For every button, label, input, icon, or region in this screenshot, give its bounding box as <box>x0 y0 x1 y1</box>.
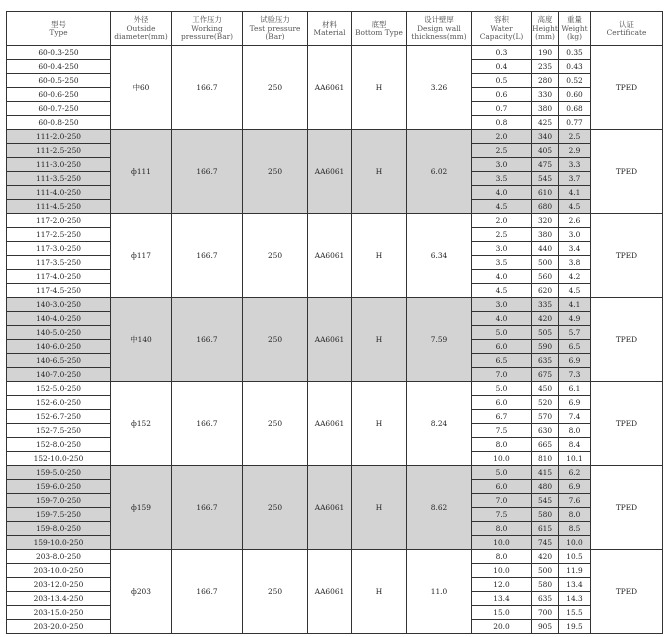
weight-cell: 6.1 <box>559 382 591 396</box>
weight-cell: 0.43 <box>559 60 591 74</box>
height-cell: 380 <box>532 228 559 242</box>
height-cell: 580 <box>532 508 559 522</box>
material-cell: AA6061 <box>308 382 352 466</box>
capacity-cell: 5.0 <box>472 326 532 340</box>
diameter-cell: ф117 <box>111 214 172 298</box>
type-cell: 117-2.5-250 <box>7 228 111 242</box>
type-cell: 117-3.5-250 <box>7 256 111 270</box>
weight-cell: 2.6 <box>559 214 591 228</box>
wall-thickness-cell: 6.02 <box>407 130 472 214</box>
type-cell: 140-7.0-250 <box>7 368 111 382</box>
capacity-cell: 2.5 <box>472 144 532 158</box>
certificate-cell: TPED <box>591 466 663 550</box>
weight-cell: 10.1 <box>559 452 591 466</box>
weight-cell: 6.5 <box>559 340 591 354</box>
weight-cell: 11.9 <box>559 564 591 578</box>
weight-cell: 15.5 <box>559 606 591 620</box>
height-cell: 190 <box>532 46 559 60</box>
height-cell: 620 <box>532 284 559 298</box>
height-cell: 335 <box>532 298 559 312</box>
weight-cell: 6.9 <box>559 396 591 410</box>
type-cell: 159-10.0-250 <box>7 536 111 550</box>
type-cell: 140-4.0-250 <box>7 312 111 326</box>
type-cell: 111-3.0-250 <box>7 158 111 172</box>
type-cell: 159-5.0-250 <box>7 466 111 480</box>
table-row <box>7 46 663 60</box>
test-pressure-cell: 250 <box>243 382 308 466</box>
certificate-cell: TPED <box>591 550 663 634</box>
type-cell: 152-6.0-250 <box>7 396 111 410</box>
table-row <box>7 298 663 312</box>
height-cell: 480 <box>532 480 559 494</box>
type-cell: 152-6.7-250 <box>7 410 111 424</box>
weight-cell: 2.5 <box>559 130 591 144</box>
weight-cell: 10.5 <box>559 550 591 564</box>
diameter-cell: 中60 <box>111 46 172 130</box>
capacity-cell: 4.0 <box>472 186 532 200</box>
header-wall-thickness: 设计壁厚 Design wall thickness(mm) <box>407 12 472 46</box>
capacity-cell: 10.0 <box>472 452 532 466</box>
capacity-cell: 20.0 <box>472 620 532 634</box>
material-cell: AA6061 <box>308 130 352 214</box>
height-cell: 420 <box>532 550 559 564</box>
capacity-cell: 3.0 <box>472 298 532 312</box>
wall-thickness-cell: 8.24 <box>407 382 472 466</box>
header-certificate: 认证 Certificate <box>591 12 663 46</box>
type-cell: 203-15.0-250 <box>7 606 111 620</box>
height-cell: 580 <box>532 578 559 592</box>
type-cell: 159-6.0-250 <box>7 480 111 494</box>
weight-cell: 2.9 <box>559 144 591 158</box>
capacity-cell: 7.5 <box>472 424 532 438</box>
weight-cell: 3.7 <box>559 172 591 186</box>
capacity-cell: 3.5 <box>472 172 532 186</box>
capacity-cell: 7.0 <box>472 368 532 382</box>
capacity-cell: 13.4 <box>472 592 532 606</box>
height-cell: 635 <box>532 592 559 606</box>
capacity-cell: 0.3 <box>472 46 532 60</box>
header-test-pressure: 试验压力 Test pressure (Bar) <box>243 12 308 46</box>
weight-cell: 0.35 <box>559 46 591 60</box>
certificate-cell: TPED <box>591 130 663 214</box>
height-cell: 545 <box>532 172 559 186</box>
type-cell: 117-4.0-250 <box>7 270 111 284</box>
diameter-cell: 中140 <box>111 298 172 382</box>
weight-cell: 4.1 <box>559 186 591 200</box>
type-cell: 140-5.0-250 <box>7 326 111 340</box>
type-cell: 117-4.5-250 <box>7 284 111 298</box>
type-cell: 60-0.6-250 <box>7 88 111 102</box>
type-cell: 159-7.0-250 <box>7 494 111 508</box>
weight-cell: 6.9 <box>559 480 591 494</box>
height-cell: 590 <box>532 340 559 354</box>
certificate-cell: TPED <box>591 214 663 298</box>
header-working-pressure: 工作压力 Working pressure(Bar) <box>172 12 243 46</box>
type-cell: 152-7.5-250 <box>7 424 111 438</box>
spec-sheet <box>6 11 663 634</box>
height-cell: 905 <box>532 620 559 634</box>
capacity-cell: 4.0 <box>472 270 532 284</box>
height-cell: 440 <box>532 242 559 256</box>
working-pressure-cell: 166.7 <box>172 130 243 214</box>
bottom-type-cell: H <box>352 214 407 298</box>
capacity-cell: 3.0 <box>472 158 532 172</box>
weight-cell: 14.3 <box>559 592 591 606</box>
height-cell: 520 <box>532 396 559 410</box>
capacity-cell: 5.0 <box>472 382 532 396</box>
weight-cell: 3.8 <box>559 256 591 270</box>
capacity-cell: 12.0 <box>472 578 532 592</box>
diameter-cell: ф203 <box>111 550 172 634</box>
height-cell: 500 <box>532 256 559 270</box>
bottom-type-cell: H <box>352 46 407 130</box>
height-cell: 380 <box>532 102 559 116</box>
bottom-type-cell: H <box>352 130 407 214</box>
capacity-cell: 3.5 <box>472 256 532 270</box>
working-pressure-cell: 166.7 <box>172 46 243 130</box>
capacity-cell: 6.5 <box>472 354 532 368</box>
type-cell: 111-4.5-250 <box>7 200 111 214</box>
type-cell: 111-2.0-250 <box>7 130 111 144</box>
height-cell: 450 <box>532 382 559 396</box>
weight-cell: 4.2 <box>559 270 591 284</box>
weight-cell: 3.3 <box>559 158 591 172</box>
capacity-cell: 2.5 <box>472 228 532 242</box>
type-cell: 203-10.0-250 <box>7 564 111 578</box>
type-cell: 111-3.5-250 <box>7 172 111 186</box>
table-row <box>7 550 663 564</box>
height-cell: 420 <box>532 312 559 326</box>
type-cell: 203-20.0-250 <box>7 620 111 634</box>
capacity-cell: 10.0 <box>472 536 532 550</box>
height-cell: 415 <box>532 466 559 480</box>
wall-thickness-cell: 7.59 <box>407 298 472 382</box>
capacity-cell: 7.0 <box>472 494 532 508</box>
capacity-cell: 0.4 <box>472 60 532 74</box>
type-cell: 111-4.0-250 <box>7 186 111 200</box>
capacity-cell: 3.0 <box>472 242 532 256</box>
wall-thickness-cell: 3.26 <box>407 46 472 130</box>
test-pressure-cell: 250 <box>243 214 308 298</box>
header-bottom-type: 底型 Bottom Type <box>352 12 407 46</box>
type-cell: 159-8.0-250 <box>7 522 111 536</box>
header-row <box>7 12 663 46</box>
weight-cell: 13.4 <box>559 578 591 592</box>
working-pressure-cell: 166.7 <box>172 466 243 550</box>
weight-cell: 8.5 <box>559 522 591 536</box>
bottom-type-cell: H <box>352 298 407 382</box>
table-row <box>7 382 663 396</box>
type-cell: 111-2.5-250 <box>7 144 111 158</box>
weight-cell: 10.0 <box>559 536 591 550</box>
material-cell: AA6061 <box>308 46 352 130</box>
height-cell: 340 <box>532 130 559 144</box>
height-cell: 675 <box>532 368 559 382</box>
height-cell: 745 <box>532 536 559 550</box>
height-cell: 560 <box>532 270 559 284</box>
height-cell: 405 <box>532 144 559 158</box>
wall-thickness-cell: 11.0 <box>407 550 472 634</box>
weight-cell: 19.5 <box>559 620 591 634</box>
capacity-cell: 8.0 <box>472 522 532 536</box>
weight-cell: 7.4 <box>559 410 591 424</box>
wall-thickness-cell: 8.62 <box>407 466 472 550</box>
weight-cell: 8.4 <box>559 438 591 452</box>
capacity-cell: 6.0 <box>472 480 532 494</box>
weight-cell: 8.0 <box>559 508 591 522</box>
weight-cell: 3.0 <box>559 228 591 242</box>
weight-cell: 3.4 <box>559 242 591 256</box>
header-height: 高度 Height (mm) <box>532 12 559 46</box>
height-cell: 570 <box>532 410 559 424</box>
type-cell: 203-13.4-250 <box>7 592 111 606</box>
weight-cell: 4.1 <box>559 298 591 312</box>
height-cell: 320 <box>532 214 559 228</box>
type-cell: 140-6.5-250 <box>7 354 111 368</box>
material-cell: AA6061 <box>308 214 352 298</box>
type-cell: 60-0.4-250 <box>7 60 111 74</box>
weight-cell: 5.7 <box>559 326 591 340</box>
material-cell: AA6061 <box>308 298 352 382</box>
height-cell: 700 <box>532 606 559 620</box>
diameter-cell: ф159 <box>111 466 172 550</box>
height-cell: 280 <box>532 74 559 88</box>
weight-cell: 8.0 <box>559 424 591 438</box>
working-pressure-cell: 166.7 <box>172 214 243 298</box>
capacity-cell: 4.5 <box>472 284 532 298</box>
capacity-cell: 7.5 <box>472 508 532 522</box>
test-pressure-cell: 250 <box>243 298 308 382</box>
height-cell: 610 <box>532 186 559 200</box>
capacity-cell: 0.8 <box>472 116 532 130</box>
capacity-cell: 0.6 <box>472 88 532 102</box>
diameter-cell: ф111 <box>111 130 172 214</box>
capacity-cell: 5.0 <box>472 466 532 480</box>
capacity-cell: 6.0 <box>472 396 532 410</box>
height-cell: 680 <box>532 200 559 214</box>
height-cell: 635 <box>532 354 559 368</box>
test-pressure-cell: 250 <box>243 46 308 130</box>
type-cell: 159-7.5-250 <box>7 508 111 522</box>
test-pressure-cell: 250 <box>243 550 308 634</box>
diameter-cell: ф152 <box>111 382 172 466</box>
capacity-cell: 2.0 <box>472 214 532 228</box>
height-cell: 665 <box>532 438 559 452</box>
certificate-cell: TPED <box>591 298 663 382</box>
weight-cell: 6.2 <box>559 466 591 480</box>
header-material: 材料 Material <box>308 12 352 46</box>
height-cell: 545 <box>532 494 559 508</box>
capacity-cell: 8.0 <box>472 438 532 452</box>
capacity-cell: 10.0 <box>472 564 532 578</box>
height-cell: 425 <box>532 116 559 130</box>
type-cell: 152-10.0-250 <box>7 452 111 466</box>
type-cell: 140-3.0-250 <box>7 298 111 312</box>
type-cell: 117-2.0-250 <box>7 214 111 228</box>
type-cell: 152-8.0-250 <box>7 438 111 452</box>
working-pressure-cell: 166.7 <box>172 298 243 382</box>
weight-cell: 0.68 <box>559 102 591 116</box>
weight-cell: 4.9 <box>559 312 591 326</box>
working-pressure-cell: 166.7 <box>172 382 243 466</box>
type-cell: 203-8.0-250 <box>7 550 111 564</box>
height-cell: 810 <box>532 452 559 466</box>
type-cell: 60-0.8-250 <box>7 116 111 130</box>
height-cell: 500 <box>532 564 559 578</box>
type-cell: 60-0.7-250 <box>7 102 111 116</box>
weight-cell: 4.5 <box>559 200 591 214</box>
material-cell: AA6061 <box>308 550 352 634</box>
bottom-type-cell: H <box>352 466 407 550</box>
test-pressure-cell: 250 <box>243 466 308 550</box>
type-cell: 203-12.0-250 <box>7 578 111 592</box>
weight-cell: 0.52 <box>559 74 591 88</box>
certificate-cell: TPED <box>591 46 663 130</box>
capacity-cell: 4.0 <box>472 312 532 326</box>
table-row <box>7 466 663 480</box>
height-cell: 235 <box>532 60 559 74</box>
capacity-cell: 8.0 <box>472 550 532 564</box>
certificate-cell: TPED <box>591 382 663 466</box>
weight-cell: 6.9 <box>559 354 591 368</box>
type-cell: 117-3.0-250 <box>7 242 111 256</box>
table-row <box>7 214 663 228</box>
weight-cell: 7.6 <box>559 494 591 508</box>
capacity-cell: 2.0 <box>472 130 532 144</box>
capacity-cell: 15.0 <box>472 606 532 620</box>
wall-thickness-cell: 6.34 <box>407 214 472 298</box>
type-cell: 60-0.5-250 <box>7 74 111 88</box>
height-cell: 615 <box>532 522 559 536</box>
capacity-cell: 6.7 <box>472 410 532 424</box>
height-cell: 475 <box>532 158 559 172</box>
capacity-cell: 6.0 <box>472 340 532 354</box>
working-pressure-cell: 166.7 <box>172 550 243 634</box>
header-type: 型号 Type <box>7 12 111 46</box>
height-cell: 330 <box>532 88 559 102</box>
capacity-cell: 4.5 <box>472 200 532 214</box>
header-capacity: 容积 Water Capacity(L) <box>472 12 532 46</box>
material-cell: AA6061 <box>308 466 352 550</box>
header-outside-diameter: 外径 Outside diameter(mm) <box>111 12 172 46</box>
bottom-type-cell: H <box>352 550 407 634</box>
weight-cell: 4.5 <box>559 284 591 298</box>
weight-cell: 0.77 <box>559 116 591 130</box>
cylinder-spec-table <box>6 11 663 634</box>
header-weight: 重量 Weight (kg) <box>559 12 591 46</box>
type-cell: 140-6.0-250 <box>7 340 111 354</box>
height-cell: 505 <box>532 326 559 340</box>
type-cell: 60-0.3-250 <box>7 46 111 60</box>
capacity-cell: 0.5 <box>472 74 532 88</box>
type-cell: 152-5.0-250 <box>7 382 111 396</box>
capacity-cell: 0.7 <box>472 102 532 116</box>
weight-cell: 7.3 <box>559 368 591 382</box>
test-pressure-cell: 250 <box>243 130 308 214</box>
bottom-type-cell: H <box>352 382 407 466</box>
table-body <box>7 46 663 634</box>
weight-cell: 0.60 <box>559 88 591 102</box>
height-cell: 630 <box>532 424 559 438</box>
table-row <box>7 130 663 144</box>
